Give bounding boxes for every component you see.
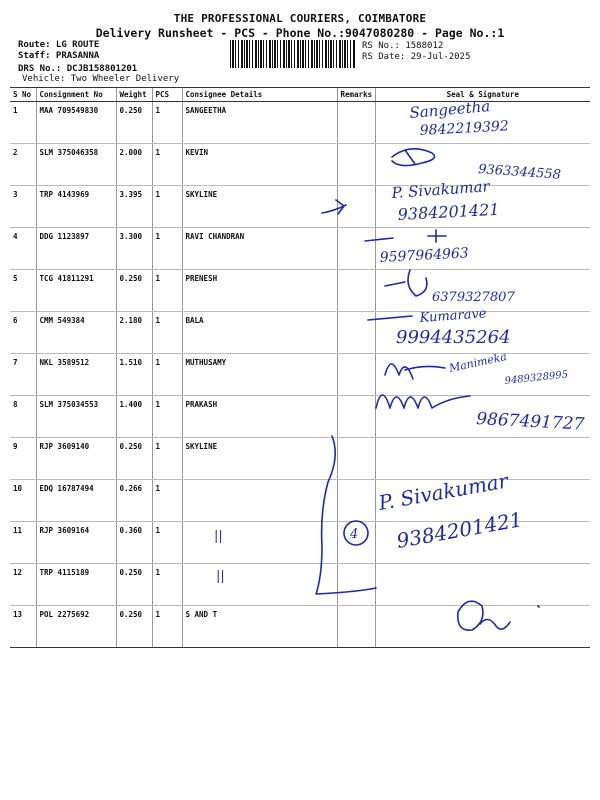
cell-weight: 0.250 [116, 438, 152, 480]
cell-seal [375, 270, 590, 312]
table-row [10, 312, 590, 354]
cell-weight: 1.400 [116, 396, 152, 438]
cell-consignment: SLM 375046358 [36, 144, 116, 186]
cell-consignment: MAA 709549830 [36, 102, 116, 144]
cell-pcs: 1 [152, 186, 182, 228]
cell-pcs: 1 [152, 396, 182, 438]
cell-remarks [337, 606, 375, 648]
cell-sno: 8 [10, 396, 36, 438]
cell-pcs: 1 [152, 144, 182, 186]
sig-3-phone: 9384201421 [397, 199, 500, 224]
cell-consignment: DDG 1123897 [36, 228, 116, 270]
cell-consignee: SKYLINE [182, 186, 337, 228]
table-row [10, 480, 590, 522]
cell-seal [375, 564, 590, 606]
col-weight: Weight [116, 88, 152, 102]
cell-seal [375, 438, 590, 480]
sig-6-phone: 9994435264 [396, 327, 511, 348]
cell-weight: 0.250 [116, 606, 152, 648]
cell-sno: 3 [10, 186, 36, 228]
table-row [10, 270, 590, 312]
sig-7-name: Manimeka [447, 350, 508, 375]
cell-pcs: 1 [152, 438, 182, 480]
cell-consignment: TRP 4143969 [36, 186, 116, 228]
sig-2-phone: 9363344558 [477, 162, 562, 183]
cell-seal [375, 312, 590, 354]
cell-sno: 13 [10, 606, 36, 648]
cell-weight: 1.510 [116, 354, 152, 396]
col-consignee: Consignee Details [182, 88, 337, 102]
cell-remarks [337, 564, 375, 606]
cell-pcs: 1 [152, 270, 182, 312]
table-row [10, 606, 590, 648]
table-row [10, 438, 590, 480]
cell-weight: 0.250 [116, 564, 152, 606]
ditto-mark-11: || [214, 529, 223, 544]
cell-seal [375, 480, 590, 522]
cell-consignment: EDQ 16787494 [36, 480, 116, 522]
cell-seal [375, 396, 590, 438]
table-row [10, 186, 590, 228]
cell-weight: 3.300 [116, 228, 152, 270]
cell-remarks [337, 438, 375, 480]
cell-consignment: TCG 41811291 [36, 270, 116, 312]
col-remarks: Remarks [337, 88, 375, 102]
col-pcs: PCS [152, 88, 182, 102]
cell-consignee: SKYLINE [182, 438, 337, 480]
cell-weight: 0.266 [116, 480, 152, 522]
sig-3-name: P. Sivakumar [391, 177, 491, 202]
table-row [10, 354, 590, 396]
cell-consignee: MUTHUSAMY [182, 354, 337, 396]
cell-seal [375, 186, 590, 228]
cell-remarks [337, 480, 375, 522]
table-row [10, 102, 590, 144]
cell-consignment: RJP 3609164 [36, 522, 116, 564]
drs-number: DRS No.: DCJB158801201 [18, 64, 138, 74]
runsheet-subtitle: Delivery Runsheet - PCS - Phone No.:9047080280 - Page No.:1 [95, 26, 505, 40]
col-sno: S No [10, 88, 36, 102]
cell-sno: 10 [10, 480, 36, 522]
cell-consignment: TRP 4115189 [36, 564, 116, 606]
staff-label: Staff: PRASANNA [18, 51, 100, 61]
cell-consignee: KEVIN [182, 144, 337, 186]
cell-consignee: SANGEETHA [182, 102, 337, 144]
cell-sno: 2 [10, 144, 36, 186]
cell-consignee: S AND T [182, 606, 337, 648]
cell-pcs: 1 [152, 102, 182, 144]
cell-consignment: SLM 375034553 [36, 396, 116, 438]
cell-seal [375, 144, 590, 186]
table-row [10, 144, 590, 186]
cell-remarks [337, 522, 375, 564]
cell-pcs: 1 [152, 564, 182, 606]
sig-1-phone: 9842219392 [419, 118, 510, 139]
cell-consignee: RAVI CHANDRAN [182, 228, 337, 270]
route-label: Route: LG ROUTE [18, 40, 100, 50]
cell-consignment: NKL 3589512 [36, 354, 116, 396]
cell-consignee: PRAKASH [182, 396, 337, 438]
col-seal: Seal & Signature [375, 88, 590, 102]
cell-consignee: PRENESH [182, 270, 337, 312]
sig-5-phone: 6379327807 [432, 290, 515, 305]
table-row [10, 564, 590, 606]
cell-weight: 2.000 [116, 144, 152, 186]
sig-4-phone: 9597964963 [379, 245, 470, 266]
cell-remarks [337, 186, 375, 228]
sig-8-phone: 9867491727 [475, 409, 585, 435]
cell-weight: 2.180 [116, 312, 152, 354]
sig-6-name: Kumarave [419, 306, 488, 326]
table-header-row [10, 88, 590, 102]
cell-remarks [337, 144, 375, 186]
cell-consignee: BALA [182, 312, 337, 354]
cell-consignment: RJP 3609140 [36, 438, 116, 480]
table-row [10, 396, 590, 438]
cell-seal [375, 354, 590, 396]
cell-consignee [182, 522, 337, 564]
circled-number: 4 [350, 527, 359, 542]
cell-pcs: 1 [152, 354, 182, 396]
cell-sno: 12 [10, 564, 36, 606]
sig-7-phone: 9489328995 [504, 369, 569, 387]
cell-seal [375, 228, 590, 270]
cell-sno: 9 [10, 438, 36, 480]
sig-10-phone: 9384201421 [394, 507, 525, 553]
cell-remarks [337, 228, 375, 270]
cell-sno: 7 [10, 354, 36, 396]
runsheet-table [10, 87, 590, 648]
cell-pcs: 1 [152, 480, 182, 522]
cell-consignee [182, 480, 337, 522]
col-consignment: Consignment No [36, 88, 116, 102]
cell-remarks [337, 270, 375, 312]
cell-weight: 0.250 [116, 102, 152, 144]
cell-pcs: 1 [152, 522, 182, 564]
cell-consignment: CMM 549384 [36, 312, 116, 354]
cell-seal [375, 102, 590, 144]
rs-date: RS Date: 29-Jul-2025 [362, 52, 471, 62]
company-title: THE PROFESSIONAL COURIERS, COIMBATORE [173, 12, 427, 25]
cell-weight: 0.250 [116, 270, 152, 312]
cell-remarks [337, 312, 375, 354]
cell-pcs: 1 [152, 312, 182, 354]
cell-pcs: 1 [152, 606, 182, 648]
cell-consignment: POL 2275692 [36, 606, 116, 648]
cell-seal [375, 522, 590, 564]
cell-sno: 1 [10, 102, 36, 144]
cell-sno: 6 [10, 312, 36, 354]
table-row [10, 522, 590, 564]
cell-sno: 5 [10, 270, 36, 312]
cell-remarks [337, 396, 375, 438]
cell-pcs: 1 [152, 228, 182, 270]
sig-10-name: P. Sivakumar [376, 468, 510, 515]
rs-number: RS No.: 1588012 [362, 41, 444, 51]
ditto-mark-12: || [216, 569, 225, 584]
table-row [10, 228, 590, 270]
cell-sno: 4 [10, 228, 36, 270]
barcode [230, 40, 356, 68]
cell-remarks [337, 354, 375, 396]
cell-weight: 3.395 [116, 186, 152, 228]
sig-1-name: Sangeetha [408, 97, 491, 122]
cell-consignee [182, 564, 337, 606]
vehicle-label: Vehicle: Two Wheeler Delivery [22, 74, 180, 84]
cell-sno: 11 [10, 522, 36, 564]
cell-remarks [337, 102, 375, 144]
cell-seal [375, 606, 590, 648]
cell-weight: 0.360 [116, 522, 152, 564]
